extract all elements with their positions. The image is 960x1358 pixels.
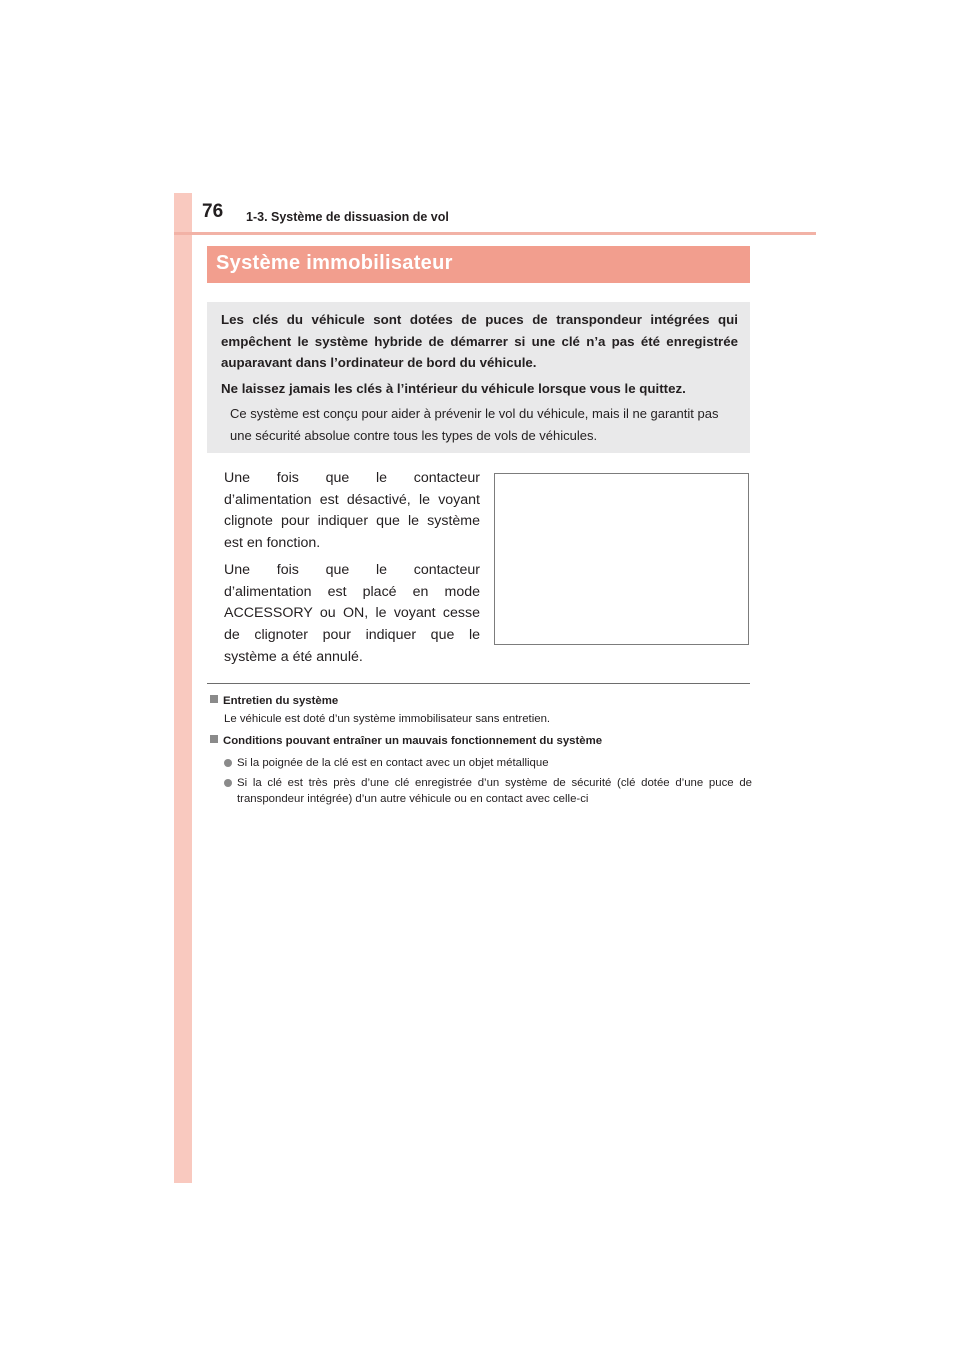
page-title: Système immobilisateur	[216, 252, 453, 274]
square-bullet-icon	[210, 695, 218, 703]
side-strip	[174, 193, 192, 1183]
section-title-bar	[207, 246, 750, 283]
body-paragraph-1: Une fois que le contacteur d’alimentation est désactivé, le voyant clignote pour indiquer que le système est en fonction.	[224, 470, 480, 552]
maintenance-text: Le véhicule est doté d’un système immobilisateur sans entretien.	[224, 713, 551, 725]
section-title: 1-3. Système de dissuasion de vol	[246, 210, 449, 224]
header-rule	[174, 232, 816, 235]
maintenance-heading-text: Entretien du système	[223, 695, 339, 707]
conditions-heading-text: Conditions pouvant entraîner un mauvais fonctionnement du système	[223, 735, 603, 747]
circle-bullet-icon	[224, 779, 232, 787]
notes-section	[210, 693, 752, 807]
square-bullet-icon	[210, 735, 218, 743]
maintenance-heading	[210, 693, 752, 709]
list-item	[224, 775, 752, 807]
condition-text: Si la clé est très près d’une clé enregistrée d’un système de sécurité (clé dotée d’une puce de transpondeur intégrée) d’un autre véhicule ou en contact avec celle-ci	[237, 777, 752, 805]
intro-warning: Ne laissez jamais les clés à l’intérieur du véhicule lorsque vous le quittez.	[221, 380, 686, 396]
intro-note: Ce système est conçu pour aider à prévenir le vol du véhicule, mais il ne garantit pas une sécurité absolue contre tous les types de vols de véhicules.	[230, 406, 719, 443]
list-item	[224, 755, 752, 771]
body-text	[224, 468, 480, 673]
intro-paragraph: Les clés du véhicule sont dotées de puces de transpondeur intégrées qui empêchent le système hybride de démarrer si une clé n’a pas été enregistrée auparavant dans l’ordinateur de bord du véhicule.	[221, 312, 738, 370]
body-paragraph-2: Une fois que le contacteur d’alimentation est placé en mode ACCESSORY ou ON, le voyant cesse de clignoter pour indiquer que le système a été annulé.	[224, 561, 480, 665]
circle-bullet-icon	[224, 759, 232, 767]
conditions-heading	[210, 733, 752, 749]
illustration-frame	[494, 473, 749, 645]
intro-box	[207, 302, 750, 453]
condition-text: Si la poignée de la clé est en contact avec un objet métallique	[237, 757, 549, 769]
divider	[207, 683, 750, 684]
page-number: 76	[202, 201, 224, 222]
